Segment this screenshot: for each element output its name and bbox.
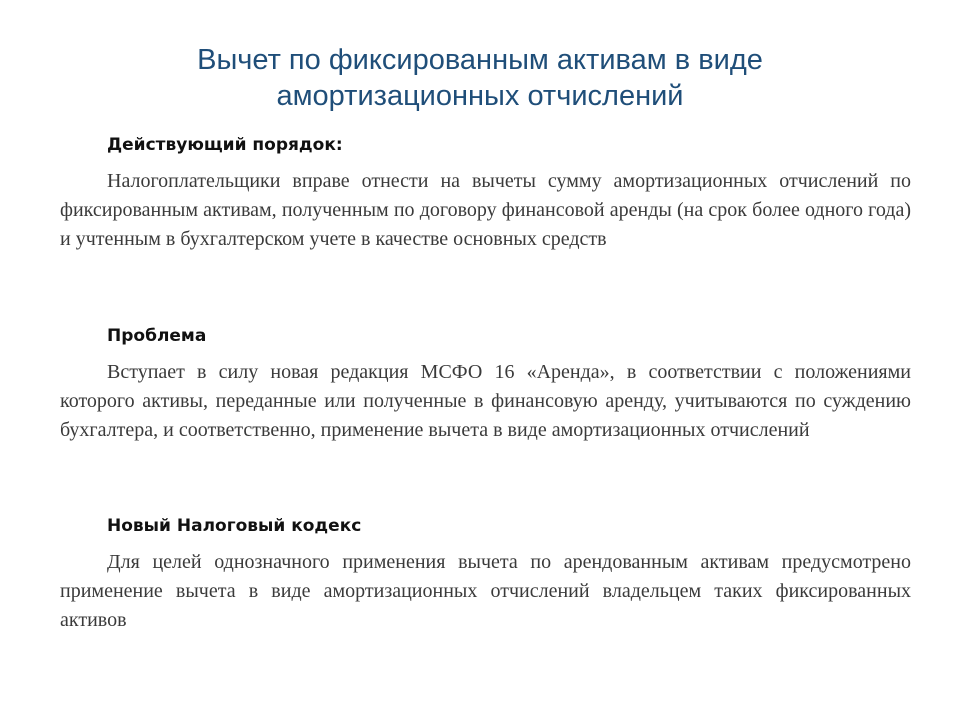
section-paragraph: Налогоплательщики вправе отнести на вычеты сумму амортизационных отчислений по фиксированным активам, полученным по договору финансовой аренды (на срок более одного года) и учтенным в бухгалтерском учете в качестве основных средств: [60, 170, 911, 250]
section-heading: Действующий порядок:: [107, 135, 343, 155]
section-paragraph: Вступает в силу новая редакция МСФО 16 «Аренда», в соответствии с положениями которого активы, переданные или полученные в финансовую аренду, учитываются по суждению бухгалтера, и соответственно, применение вычета в виде амортизационных отчислений: [60, 361, 911, 441]
section-current-procedure: [60, 133, 911, 254]
section-problem: [60, 324, 911, 445]
slide-title-line-1: Вычет по фиксированным активам в виде: [197, 44, 763, 76]
slide-title: [60, 42, 900, 114]
section-heading: Проблема: [107, 326, 207, 346]
section-new-tax-code: [60, 514, 911, 635]
slide-title-line-2: амортизационных отчислений: [276, 80, 684, 112]
section-paragraph: Для целей однозначного применения вычета по арендованным активам предусмотрено применение вычета в виде амортизационных отчислений владельцем таких фиксированных активов: [60, 551, 911, 631]
section-heading: Новый Налоговый кодекс: [107, 516, 362, 536]
